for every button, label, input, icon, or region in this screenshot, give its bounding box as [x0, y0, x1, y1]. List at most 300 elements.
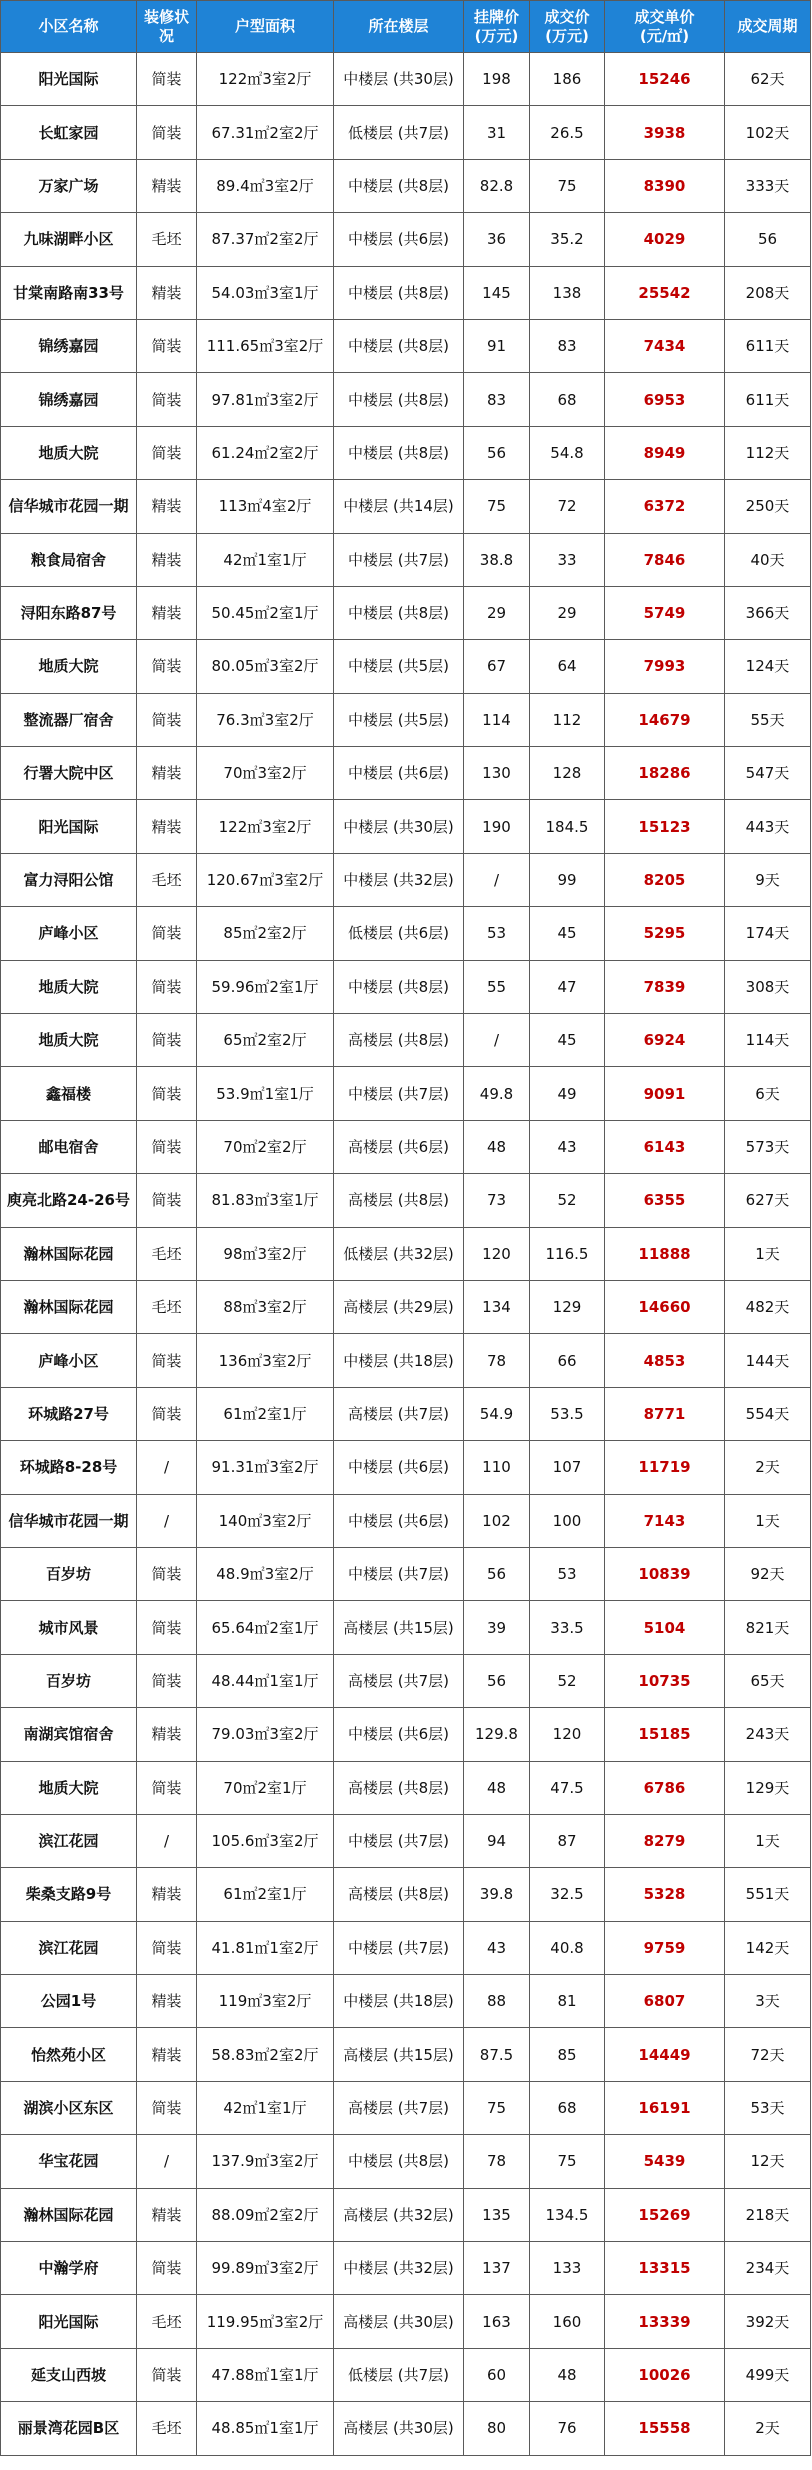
- column-header-deal-price-line: (万元): [545, 26, 589, 45]
- listing-price-cell: 56: [464, 1654, 530, 1707]
- table-row: [1, 1601, 811, 1654]
- deal-price-cell: 134.5: [530, 2188, 605, 2241]
- community-name-cell: 瀚林国际花园: [1, 1280, 137, 1333]
- deal-cycle-cell: 482天: [725, 1280, 811, 1333]
- listing-price-cell: 48: [464, 1120, 530, 1173]
- table-row: [1, 2295, 811, 2348]
- listing-price-cell: 114: [464, 693, 530, 746]
- deal-cycle-cell: 112天: [725, 426, 811, 479]
- deal-cycle-cell: 1天: [725, 1227, 811, 1280]
- floor-cell: 高楼层 (共15层): [334, 1601, 464, 1654]
- unit-area-cell: 41.81㎡1室2厅: [197, 1921, 334, 1974]
- unit-price-cell: 7846: [605, 533, 725, 586]
- listing-price-cell: 88: [464, 1975, 530, 2028]
- unit-price-cell: 13339: [605, 2295, 725, 2348]
- deal-price-cell: 47: [530, 960, 605, 1013]
- deal-cycle-cell: 3天: [725, 1975, 811, 2028]
- unit-area-cell: 81.83㎡3室1厅: [197, 1174, 334, 1227]
- unit-price-cell: 13315: [605, 2242, 725, 2295]
- deal-price-cell: 43: [530, 1120, 605, 1173]
- listing-price-cell: 39.8: [464, 1868, 530, 1921]
- deal-cycle-cell: 174天: [725, 907, 811, 960]
- floor-cell: 中楼层 (共5层): [334, 640, 464, 693]
- floor-cell: 低楼层 (共6层): [334, 907, 464, 960]
- community-name-cell: 瀚林国际花园: [1, 2188, 137, 2241]
- unit-price-cell: 6807: [605, 1975, 725, 2028]
- community-name-cell: 怡然苑小区: [1, 2028, 137, 2081]
- deal-price-cell: 40.8: [530, 1921, 605, 1974]
- deal-cycle-cell: 9天: [725, 853, 811, 906]
- deal-cycle-cell: 243天: [725, 1708, 811, 1761]
- deal-cycle-cell: 627天: [725, 1174, 811, 1227]
- listing-price-cell: 55: [464, 960, 530, 1013]
- floor-cell: 中楼层 (共8层): [334, 319, 464, 372]
- deal-price-cell: 45: [530, 1014, 605, 1067]
- decoration-cell: 精装: [137, 159, 197, 212]
- decoration-cell: 毛坯: [137, 213, 197, 266]
- deal-cycle-cell: 392天: [725, 2295, 811, 2348]
- listing-price-cell: 137: [464, 2242, 530, 2295]
- floor-cell: 中楼层 (共18层): [334, 1975, 464, 2028]
- unit-area-cell: 88㎡3室2厅: [197, 1280, 334, 1333]
- unit-area-cell: 67.31㎡2室2厅: [197, 106, 334, 159]
- community-name-cell: 万家广场: [1, 159, 137, 212]
- listing-price-cell: 75: [464, 2081, 530, 2134]
- deal-cycle-cell: 114天: [725, 1014, 811, 1067]
- table-row: [1, 800, 811, 853]
- table-row: [1, 1227, 811, 1280]
- table-row: [1, 266, 811, 319]
- listing-price-cell: 82.8: [464, 159, 530, 212]
- table-row: [1, 2135, 811, 2188]
- listing-price-cell: 110: [464, 1441, 530, 1494]
- unit-area-cell: 61.24㎡2室2厅: [197, 426, 334, 479]
- unit-area-cell: 42㎡1室1厅: [197, 533, 334, 586]
- unit-price-cell: 5749: [605, 586, 725, 639]
- deal-cycle-cell: 218天: [725, 2188, 811, 2241]
- unit-price-cell: 3938: [605, 106, 725, 159]
- community-name-cell: 滨江花园: [1, 1921, 137, 1974]
- table-row: [1, 533, 811, 586]
- table-row: [1, 373, 811, 426]
- unit-area-cell: 99.89㎡3室2厅: [197, 2242, 334, 2295]
- deal-cycle-cell: 12天: [725, 2135, 811, 2188]
- deal-cycle-cell: 554天: [725, 1387, 811, 1440]
- listing-price-cell: 102: [464, 1494, 530, 1547]
- floor-cell: 中楼层 (共8层): [334, 586, 464, 639]
- floor-cell: 中楼层 (共6层): [334, 1441, 464, 1494]
- unit-area-cell: 85㎡2室2厅: [197, 907, 334, 960]
- deal-price-cell: 72: [530, 480, 605, 533]
- deal-price-cell: 160: [530, 2295, 605, 2348]
- floor-cell: 中楼层 (共32层): [334, 853, 464, 906]
- unit-price-cell: 6143: [605, 1120, 725, 1173]
- deal-cycle-cell: 499天: [725, 2348, 811, 2401]
- listing-price-cell: 49.8: [464, 1067, 530, 1120]
- decoration-cell: /: [137, 1494, 197, 1547]
- unit-area-cell: 65㎡2室2厅: [197, 1014, 334, 1067]
- floor-cell: 高楼层 (共29层): [334, 1280, 464, 1333]
- unit-area-cell: 120.67㎡3室2厅: [197, 853, 334, 906]
- unit-price-cell: 15269: [605, 2188, 725, 2241]
- table-row: [1, 1814, 811, 1867]
- decoration-cell: 简装: [137, 1761, 197, 1814]
- column-header-unit-area-line: 户型面积: [234, 17, 295, 35]
- deal-price-cell: 48: [530, 2348, 605, 2401]
- floor-cell: 高楼层 (共8层): [334, 1014, 464, 1067]
- decoration-cell: 毛坯: [137, 1227, 197, 1280]
- deal-cycle-cell: 102天: [725, 106, 811, 159]
- unit-area-cell: 140㎡3室2厅: [197, 1494, 334, 1547]
- unit-area-cell: 122㎡3室2厅: [197, 53, 334, 106]
- deal-price-cell: 33.5: [530, 1601, 605, 1654]
- decoration-cell: 精装: [137, 266, 197, 319]
- table-row: [1, 1921, 811, 1974]
- column-header-unit-area: [197, 1, 334, 53]
- community-name-cell: 地质大院: [1, 640, 137, 693]
- decoration-cell: 简装: [137, 1601, 197, 1654]
- deal-price-cell: 87: [530, 1814, 605, 1867]
- floor-cell: 中楼层 (共7层): [334, 1921, 464, 1974]
- unit-price-cell: 8205: [605, 853, 725, 906]
- unit-price-cell: 15558: [605, 2402, 725, 2455]
- deal-cycle-cell: 6天: [725, 1067, 811, 1120]
- listing-price-cell: 36: [464, 213, 530, 266]
- column-header-unit-price-line: 成交单价: [634, 7, 695, 26]
- unit-area-cell: 88.09㎡2室2厅: [197, 2188, 334, 2241]
- decoration-cell: 简装: [137, 426, 197, 479]
- unit-price-cell: 9091: [605, 1067, 725, 1120]
- community-name-cell: 地质大院: [1, 1014, 137, 1067]
- decoration-cell: 简装: [137, 1387, 197, 1440]
- column-header-community-name-line: 小区名称: [38, 17, 99, 35]
- table-row: [1, 1174, 811, 1227]
- community-name-cell: 环城路27号: [1, 1387, 137, 1440]
- unit-area-cell: 136㎡3室2厅: [197, 1334, 334, 1387]
- floor-cell: 高楼层 (共7层): [334, 2081, 464, 2134]
- deal-cycle-cell: 308天: [725, 960, 811, 1013]
- unit-area-cell: 48.9㎡3室2厅: [197, 1547, 334, 1600]
- table-row: [1, 907, 811, 960]
- deal-cycle-cell: 1天: [725, 1494, 811, 1547]
- table-row: [1, 213, 811, 266]
- decoration-cell: 简装: [137, 2348, 197, 2401]
- unit-area-cell: 70㎡2室1厅: [197, 1761, 334, 1814]
- unit-area-cell: 70㎡2室2厅: [197, 1120, 334, 1173]
- table-row: [1, 960, 811, 1013]
- listing-price-cell: 53: [464, 907, 530, 960]
- table-row: [1, 1761, 811, 1814]
- deal-price-cell: 54.8: [530, 426, 605, 479]
- unit-area-cell: 91.31㎡3室2厅: [197, 1441, 334, 1494]
- column-header-listing-price-line: 挂牌价: [473, 7, 519, 26]
- community-name-cell: 粮食局宿舍: [1, 533, 137, 586]
- community-name-cell: 中瀚学府: [1, 2242, 137, 2295]
- unit-price-cell: 5328: [605, 1868, 725, 1921]
- unit-area-cell: 76.3㎡3室2厅: [197, 693, 334, 746]
- unit-area-cell: 119㎡3室2厅: [197, 1975, 334, 2028]
- unit-area-cell: 70㎡3室2厅: [197, 747, 334, 800]
- community-name-cell: 阳光国际: [1, 800, 137, 853]
- column-header-deal-price: [530, 1, 605, 53]
- deal-cycle-cell: 56: [725, 213, 811, 266]
- table-row: [1, 693, 811, 746]
- deal-price-cell: 75: [530, 2135, 605, 2188]
- unit-area-cell: 122㎡3室2厅: [197, 800, 334, 853]
- table-row: [1, 1975, 811, 2028]
- floor-cell: 中楼层 (共18层): [334, 1334, 464, 1387]
- floor-cell: 高楼层 (共6层): [334, 1120, 464, 1173]
- listing-price-cell: 83: [464, 373, 530, 426]
- community-name-cell: 庐峰小区: [1, 1334, 137, 1387]
- table-row: [1, 106, 811, 159]
- community-name-cell: 百岁坊: [1, 1547, 137, 1600]
- listing-price-cell: /: [464, 853, 530, 906]
- deal-cycle-cell: 1天: [725, 1814, 811, 1867]
- unit-price-cell: 14660: [605, 1280, 725, 1333]
- table-row: [1, 1868, 811, 1921]
- unit-price-cell: 16191: [605, 2081, 725, 2134]
- table-row: [1, 2348, 811, 2401]
- decoration-cell: 简装: [137, 2242, 197, 2295]
- listing-price-cell: 56: [464, 1547, 530, 1600]
- deal-price-cell: 133: [530, 2242, 605, 2295]
- table-row: [1, 1120, 811, 1173]
- listing-price-cell: 190: [464, 800, 530, 853]
- deal-price-cell: 76: [530, 2402, 605, 2455]
- table-row: [1, 319, 811, 372]
- community-name-cell: 锦绣嘉园: [1, 373, 137, 426]
- floor-cell: 高楼层 (共30层): [334, 2402, 464, 2455]
- deal-cycle-cell: 547天: [725, 747, 811, 800]
- community-name-cell: 丽景湾花园B区: [1, 2402, 137, 2455]
- community-name-cell: 瀚林国际花园: [1, 1227, 137, 1280]
- column-header-deal-price-line: 成交价: [544, 7, 590, 26]
- column-header-floor: [334, 1, 464, 53]
- decoration-cell: 精装: [137, 586, 197, 639]
- community-name-cell: 湖滨小区东区: [1, 2081, 137, 2134]
- floor-cell: 中楼层 (共30层): [334, 53, 464, 106]
- floor-cell: 中楼层 (共14层): [334, 480, 464, 533]
- deal-cycle-cell: 443天: [725, 800, 811, 853]
- floor-cell: 高楼层 (共32层): [334, 2188, 464, 2241]
- deal-price-cell: 45: [530, 907, 605, 960]
- unit-area-cell: 111.65㎡3室2厅: [197, 319, 334, 372]
- unit-price-cell: 6786: [605, 1761, 725, 1814]
- table-row: [1, 159, 811, 212]
- floor-cell: 高楼层 (共7层): [334, 1387, 464, 1440]
- community-name-cell: 百岁坊: [1, 1654, 137, 1707]
- unit-price-cell: 5295: [605, 907, 725, 960]
- floor-cell: 中楼层 (共7层): [334, 1547, 464, 1600]
- unit-price-cell: 6924: [605, 1014, 725, 1067]
- unit-area-cell: 59.96㎡2室1厅: [197, 960, 334, 1013]
- unit-area-cell: 137.9㎡3室2厅: [197, 2135, 334, 2188]
- decoration-cell: 简装: [137, 1014, 197, 1067]
- unit-area-cell: 61㎡2室1厅: [197, 1868, 334, 1921]
- unit-area-cell: 97.81㎡3室2厅: [197, 373, 334, 426]
- unit-area-cell: 48.85㎡1室1厅: [197, 2402, 334, 2455]
- table-row: [1, 2188, 811, 2241]
- decoration-cell: 毛坯: [137, 1280, 197, 1333]
- decoration-cell: 毛坯: [137, 2402, 197, 2455]
- deal-price-cell: 100: [530, 1494, 605, 1547]
- table-row: [1, 586, 811, 639]
- listing-price-cell: 73: [464, 1174, 530, 1227]
- listing-price-cell: 80: [464, 2402, 530, 2455]
- deal-price-cell: 33: [530, 533, 605, 586]
- deal-cycle-cell: 573天: [725, 1120, 811, 1173]
- unit-price-cell: 8949: [605, 426, 725, 479]
- decoration-cell: 毛坯: [137, 853, 197, 906]
- community-name-cell: 华宝花园: [1, 2135, 137, 2188]
- column-header-decoration-line: 装修状况: [143, 7, 189, 45]
- listing-price-cell: 134: [464, 1280, 530, 1333]
- unit-area-cell: 80.05㎡3室2厅: [197, 640, 334, 693]
- table-row: [1, 2081, 811, 2134]
- listing-price-cell: 145: [464, 266, 530, 319]
- unit-area-cell: 119.95㎡3室2厅: [197, 2295, 334, 2348]
- decoration-cell: 简装: [137, 1334, 197, 1387]
- column-header-listing-price: [464, 1, 530, 53]
- unit-price-cell: 7143: [605, 1494, 725, 1547]
- decoration-cell: /: [137, 1814, 197, 1867]
- unit-price-cell: 10839: [605, 1547, 725, 1600]
- decoration-cell: 精装: [137, 480, 197, 533]
- decoration-cell: 简装: [137, 53, 197, 106]
- unit-price-cell: 7839: [605, 960, 725, 1013]
- table-row: [1, 480, 811, 533]
- decoration-cell: 简装: [137, 1174, 197, 1227]
- unit-area-cell: 87.37㎡2室2厅: [197, 213, 334, 266]
- listing-price-cell: 56: [464, 426, 530, 479]
- deal-price-cell: 99: [530, 853, 605, 906]
- deal-price-cell: 29: [530, 586, 605, 639]
- decoration-cell: 简装: [137, 319, 197, 372]
- listing-price-cell: 94: [464, 1814, 530, 1867]
- floor-cell: 中楼层 (共30层): [334, 800, 464, 853]
- community-name-cell: 柴桑支路9号: [1, 1868, 137, 1921]
- listing-price-cell: 130: [464, 747, 530, 800]
- deal-cycle-cell: 250天: [725, 480, 811, 533]
- deal-price-cell: 53: [530, 1547, 605, 1600]
- community-name-cell: 整流器厂宿舍: [1, 693, 137, 746]
- community-name-cell: 浔阳东路87号: [1, 586, 137, 639]
- unit-price-cell: 7993: [605, 640, 725, 693]
- unit-area-cell: 61㎡2室1厅: [197, 1387, 334, 1440]
- deal-price-cell: 186: [530, 53, 605, 106]
- deal-price-cell: 32.5: [530, 1868, 605, 1921]
- table-row: [1, 1494, 811, 1547]
- listing-price-cell: 31: [464, 106, 530, 159]
- deal-price-cell: 128: [530, 747, 605, 800]
- floor-cell: 中楼层 (共6层): [334, 213, 464, 266]
- community-name-cell: 富力浔阳公馆: [1, 853, 137, 906]
- deal-price-cell: 120: [530, 1708, 605, 1761]
- decoration-cell: 简装: [137, 1547, 197, 1600]
- deal-cycle-cell: 2天: [725, 1441, 811, 1494]
- community-name-cell: 庐峰小区: [1, 907, 137, 960]
- floor-cell: 中楼层 (共8层): [334, 960, 464, 1013]
- community-name-cell: 南湖宾馆宿舍: [1, 1708, 137, 1761]
- community-name-cell: 信华城市花园一期: [1, 480, 137, 533]
- floor-cell: 低楼层 (共32层): [334, 1227, 464, 1280]
- deal-cycle-cell: 611天: [725, 319, 811, 372]
- deal-price-cell: 66: [530, 1334, 605, 1387]
- listing-price-cell: 67: [464, 640, 530, 693]
- unit-price-cell: 5104: [605, 1601, 725, 1654]
- deal-cycle-cell: 142天: [725, 1921, 811, 1974]
- table-row: [1, 1441, 811, 1494]
- decoration-cell: 简装: [137, 1067, 197, 1120]
- decoration-cell: 简装: [137, 373, 197, 426]
- community-name-cell: 环城路8-28号: [1, 1441, 137, 1494]
- unit-price-cell: 9759: [605, 1921, 725, 1974]
- unit-area-cell: 42㎡1室1厅: [197, 2081, 334, 2134]
- listing-price-cell: 78: [464, 2135, 530, 2188]
- table-row: [1, 1280, 811, 1333]
- community-name-cell: 鑫福楼: [1, 1067, 137, 1120]
- deal-cycle-cell: 366天: [725, 586, 811, 639]
- decoration-cell: 简装: [137, 640, 197, 693]
- deal-price-cell: 129: [530, 1280, 605, 1333]
- table-row: [1, 53, 811, 106]
- deal-price-cell: 68: [530, 373, 605, 426]
- unit-price-cell: 14449: [605, 2028, 725, 2081]
- community-name-cell: 延支山西坡: [1, 2348, 137, 2401]
- community-name-cell: 城市风景: [1, 1601, 137, 1654]
- community-name-cell: 庾亮北路24-26号: [1, 1174, 137, 1227]
- unit-price-cell: 18286: [605, 747, 725, 800]
- community-name-cell: 邮电宿舍: [1, 1120, 137, 1173]
- decoration-cell: 简装: [137, 2081, 197, 2134]
- table-row: [1, 640, 811, 693]
- table-row: [1, 2402, 811, 2455]
- floor-cell: 低楼层 (共7层): [334, 106, 464, 159]
- unit-area-cell: 50.45㎡2室1厅: [197, 586, 334, 639]
- deal-price-cell: 83: [530, 319, 605, 372]
- deal-price-cell: 47.5: [530, 1761, 605, 1814]
- deal-cycle-cell: 124天: [725, 640, 811, 693]
- deal-cycle-cell: 40天: [725, 533, 811, 586]
- table-row: [1, 2028, 811, 2081]
- deal-price-cell: 52: [530, 1174, 605, 1227]
- unit-price-cell: 10735: [605, 1654, 725, 1707]
- decoration-cell: 精装: [137, 2028, 197, 2081]
- header-row: [1, 1, 811, 53]
- floor-cell: 高楼层 (共30层): [334, 2295, 464, 2348]
- community-name-cell: 地质大院: [1, 960, 137, 1013]
- floor-cell: 高楼层 (共8层): [334, 1868, 464, 1921]
- deal-cycle-cell: 129天: [725, 1761, 811, 1814]
- deal-cycle-cell: 611天: [725, 373, 811, 426]
- decoration-cell: 简装: [137, 1120, 197, 1173]
- community-name-cell: 九味湖畔小区: [1, 213, 137, 266]
- community-name-cell: 阳光国际: [1, 2295, 137, 2348]
- floor-cell: 中楼层 (共6层): [334, 1494, 464, 1547]
- listing-price-cell: 60: [464, 2348, 530, 2401]
- community-name-cell: 信华城市花园一期: [1, 1494, 137, 1547]
- deal-price-cell: 26.5: [530, 106, 605, 159]
- deal-price-cell: 68: [530, 2081, 605, 2134]
- unit-price-cell: 7434: [605, 319, 725, 372]
- column-header-deal-cycle: [725, 1, 811, 53]
- unit-area-cell: 54.03㎡3室1厅: [197, 266, 334, 319]
- community-name-cell: 滨江花园: [1, 1814, 137, 1867]
- unit-area-cell: 48.44㎡1室1厅: [197, 1654, 334, 1707]
- floor-cell: 中楼层 (共7层): [334, 1814, 464, 1867]
- deal-price-cell: 116.5: [530, 1227, 605, 1280]
